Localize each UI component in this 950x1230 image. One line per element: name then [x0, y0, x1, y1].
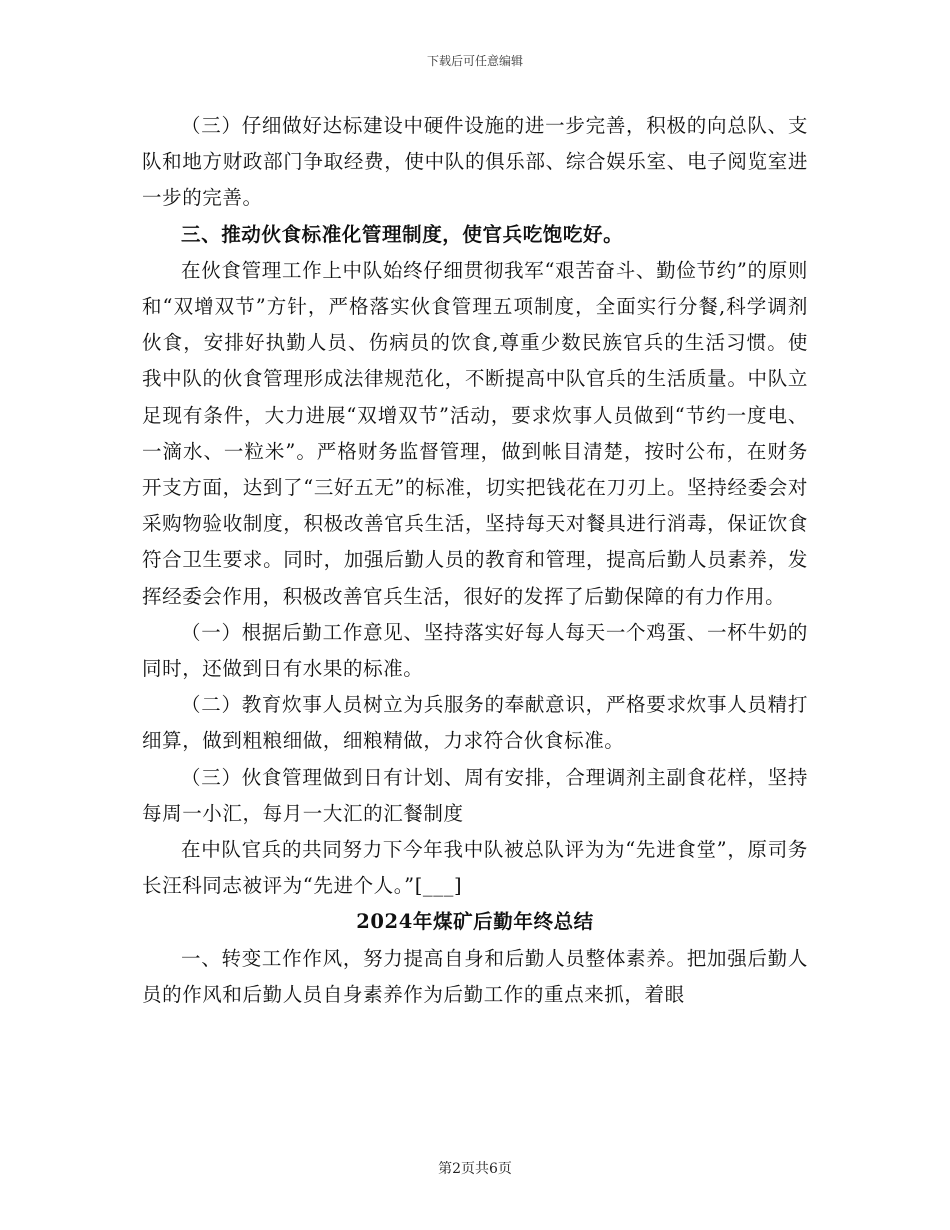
paragraph-item-three: （三）伙食管理做到日有计划、周有安排，合理调剂主副食花样，坚持每周一小汇，每月一大汇的汇餐制度	[142, 765, 808, 825]
paragraph-food-management: 在伙食管理工作上中队始终仔细贯彻我军“艰苦奋斗、勤俭节约”的原则和“双增双节”方针，严格落实伙食管理五项制度，全面实行分餐,科学调剂伙食，安排好执勤人员、伤病员的饮食,尊重少数民族官兵的生活习惯。使我中队的伙食管理形成法律规范化，不断提高中队官兵的生活质量。中队立足现有条件，大力进展“双增双节”活动，要求炊事人员做到“节约一度电、一滴水、一粒米”。严格财务监督管理，做到帐目清楚，按时公布，在财务开支方面，达到了“三好五无”的标准，切实把钱花在刀刃上。坚持经委会对采购物验收制度，积极改善官兵生活，坚持每天对餐具进行消毒，保证饮食符合卫生要求。同时，加强后勤人员的教育和管理，提高后勤人员素养，发挥经委会作用，积极改善官兵生活，很好的发挥了后勤保障的有力作用。	[142, 258, 808, 608]
paragraph-award: 在中队官兵的共同努力下今年我中队被总队评为为“先进食堂”，原司务长汪科同志被评为“先进个人。”[___]	[142, 838, 808, 898]
paragraph-item-one: （一）根据后勤工作意见、坚持落实好每人每天一个鸡蛋、一杯牛奶的同时，还做到日有水果的标准。	[142, 620, 808, 681]
section-heading-three: 三、推动伙食标准化管理制度，使官兵吃饱吃好。	[181, 222, 624, 246]
paragraph-work-style: 一、转变工作作风，努力提高自身和后勤人员整体素养。把加强后勤人员的作风和后勤人员自身素养作为后勤工作的重点来抓，着眼	[142, 946, 808, 1006]
paragraph-item-two: （二）教育炊事人员树立为兵服务的奉献意识，严格要求炊事人员精打细算，做到粗粮细做，细粮精做，力求符合伙食标准。	[142, 693, 808, 753]
page-number: 第2页共6页	[438, 1161, 512, 1177]
page-header: 下载后可任意编辑	[426, 54, 523, 68]
document-title: 2024年煤矿后勤年终总结	[356, 910, 594, 934]
paragraph-facility-improvement: （三）仔细做好达标建设中硬件设施的进一步完善，积极的向总队、支队和地方财政部门争取经费，使中队的俱乐部、综合娱乐室、电子阅览室进一步的完善。	[142, 114, 808, 210]
document-body	[142, 108, 808, 1013]
